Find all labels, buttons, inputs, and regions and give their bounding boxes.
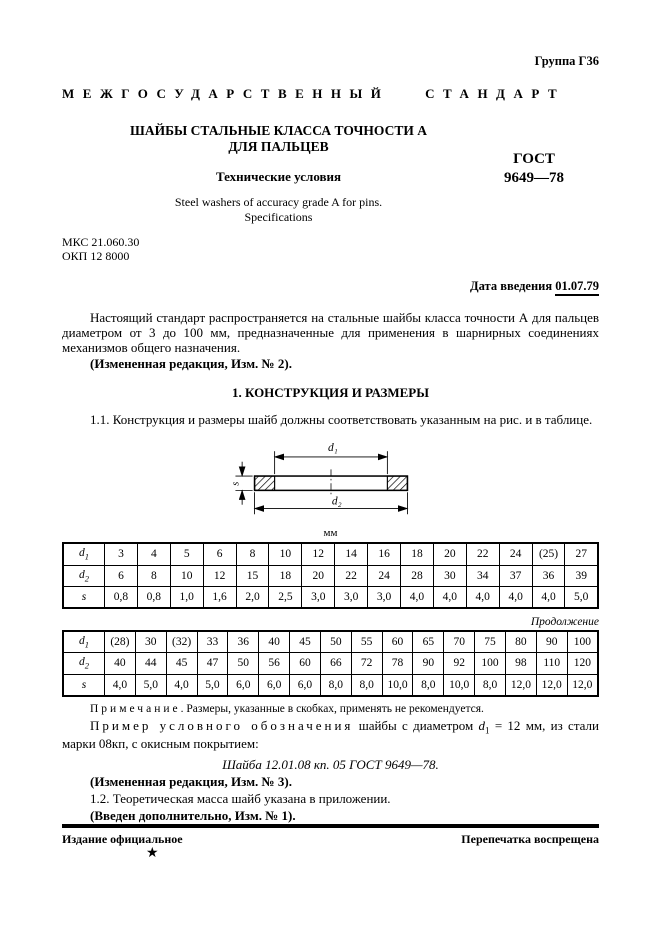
table-cell: 10,0	[444, 674, 475, 696]
reprint-prohibited-label: Перепечатка воспрещена	[461, 832, 599, 847]
table-cell: 6,0	[290, 674, 321, 696]
table-cell: 4,0	[466, 586, 499, 608]
table-cell: 22	[335, 565, 368, 586]
table-row	[63, 543, 598, 565]
table-cell: 4,0	[499, 586, 532, 608]
table-row	[63, 631, 598, 653]
table-cell: 12	[302, 543, 335, 565]
table-cell: 60	[382, 631, 413, 653]
note-text: . Размеры, указанные в скобках, применять не рекомендуется.	[180, 702, 484, 715]
table-cell: 47	[197, 653, 228, 674]
table-cell: 1,6	[203, 586, 236, 608]
table-cell: 10	[269, 543, 302, 565]
table-cell: 45	[166, 653, 197, 674]
dimensions-table-1	[62, 542, 599, 609]
table-cell: 27	[565, 543, 598, 565]
clause-1-2: 1.2. Теоретическая масса шайб указана в приложении.	[90, 791, 391, 807]
d1-label: d₁	[327, 442, 338, 455]
table-cell: 5,0	[197, 674, 228, 696]
table-cell: 70	[444, 631, 475, 653]
table-cell: 2,0	[236, 586, 269, 608]
page-content	[62, 0, 599, 936]
table-cell: 120	[567, 653, 598, 674]
table-cell: 12	[203, 565, 236, 586]
table-cell: 12,0	[536, 674, 567, 696]
table-cell: 10,0	[382, 674, 413, 696]
table-cell: 22	[466, 543, 499, 565]
table-cell: 6,0	[259, 674, 290, 696]
table-cell: 98	[505, 653, 536, 674]
table-cell: 5,0	[135, 674, 166, 696]
table-cell: 3,0	[335, 586, 368, 608]
table-cell: 55	[351, 631, 382, 653]
section-1-title: 1. КОНСТРУКЦИЯ И РАЗМЕРЫ	[231, 385, 430, 401]
classification-codes	[62, 235, 599, 264]
table-cell: 16	[368, 543, 401, 565]
clause-1-1: 1.1. Конструкция и размеры шайб должны соответствовать указанным на рис. и в таблице.	[90, 412, 593, 428]
units-label: мм	[323, 527, 338, 540]
table-cell: 18	[401, 543, 434, 565]
title-block	[62, 123, 599, 225]
washer-drawing	[225, 434, 437, 520]
table-cell: 8,0	[351, 674, 382, 696]
table-cell: 30	[433, 565, 466, 586]
table-cell: 8,0	[320, 674, 351, 696]
footer-rule	[62, 824, 599, 828]
designation-string: Шайба 12.01.08 кп. 05 ГОСТ 9649—78.	[222, 757, 439, 773]
table-cell: 24	[368, 565, 401, 586]
table-cell: 36	[228, 631, 259, 653]
table-cell: 66	[320, 653, 351, 674]
table-cell: 28	[401, 565, 434, 586]
table-cell: 3,0	[302, 586, 335, 608]
table-cell: 45	[290, 631, 321, 653]
table-cell: 5,0	[565, 586, 598, 608]
intro-paragraph: Настоящий стандарт распространяется на стальные шайбы класса точности А для пальцев диаметром от 3 до 100 мм, предназначенные для применения в шарнирных соединениях механизмов общего назначения.	[62, 309, 599, 356]
washer-figure	[62, 434, 599, 525]
table-cell: 65	[413, 631, 444, 653]
table-cell: 4,0	[532, 586, 565, 608]
table-cell: 8,0	[413, 674, 444, 696]
table-cell: 60	[290, 653, 321, 674]
table-cell: 0,8	[137, 586, 170, 608]
table-cell: 4,0	[105, 674, 136, 696]
table-cell: (25)	[532, 543, 565, 565]
table-cell: 78	[382, 653, 413, 674]
table-cell: (28)	[105, 631, 136, 653]
table-cell: 12,0	[505, 674, 536, 696]
date-value: 01.07.79	[555, 279, 599, 296]
continuation-label: Продолжение	[530, 615, 599, 628]
standard-number-line-2: 9649—78	[504, 169, 564, 186]
example-label: Пример условного обозначения	[90, 717, 354, 733]
example-d-subscript: 1	[485, 725, 490, 736]
page-footer	[62, 824, 599, 861]
table-cell: 15	[236, 565, 269, 586]
title-english	[88, 195, 469, 225]
introduction-date	[62, 279, 599, 294]
table-cell: 14	[335, 543, 368, 565]
table-cell: 33	[197, 631, 228, 653]
table-note	[62, 703, 599, 715]
table-cell: 24	[499, 543, 532, 565]
table-cell: 3,0	[368, 586, 401, 608]
table-cell: 56	[259, 653, 290, 674]
s-label: s	[229, 481, 241, 487]
table-cell: 6,0	[228, 674, 259, 696]
star-icon: ★	[146, 846, 159, 862]
row-label: $d_2$	[63, 565, 105, 586]
standard-number	[469, 123, 599, 225]
amendment-3: (Измененная редакция, Изм. № 3).	[90, 774, 292, 790]
table-cell: 39	[565, 565, 598, 586]
table-cell: 30	[135, 631, 166, 653]
okp-code: ОКП 12 8000	[62, 249, 130, 264]
table-cell: 18	[269, 565, 302, 586]
table-cell: 100	[475, 653, 506, 674]
table-cell: 72	[351, 653, 382, 674]
table-cell: 10	[170, 565, 203, 586]
table-cell: (32)	[166, 631, 197, 653]
addition-1: (Введен дополнительно, Изм. № 1).	[90, 808, 296, 824]
example-text-1: шайбы с диаметром	[353, 717, 479, 733]
row-label: $d_2$	[63, 653, 105, 674]
title-line-2: ДЛЯ ПАЛЬЦЕВ	[228, 139, 329, 155]
table-cell: 4	[137, 543, 170, 565]
table-cell: 4,0	[433, 586, 466, 608]
table-cell: 20	[302, 565, 335, 586]
dimensions-table-2	[62, 630, 599, 697]
table-cell: 40	[259, 631, 290, 653]
table-row	[63, 565, 598, 586]
footer-text-row	[62, 832, 599, 847]
table-cell: 12,0	[567, 674, 598, 696]
table-cell: 100	[567, 631, 598, 653]
table-cell: 6	[203, 543, 236, 565]
table-cell: 110	[536, 653, 567, 674]
row-label: $d_1$	[63, 631, 105, 653]
table-cell: 4,0	[166, 674, 197, 696]
table-cell: 6	[105, 565, 138, 586]
document-title	[88, 123, 469, 156]
table-cell: 8	[137, 565, 170, 586]
table-cell: 2,5	[269, 586, 302, 608]
standard-number-line-1: ГОСТ	[513, 151, 555, 167]
row-label: $d_1$	[63, 543, 105, 565]
title-left	[62, 123, 469, 225]
d2-label: d₂	[331, 496, 342, 509]
table-cell: 8	[236, 543, 269, 565]
amendment-2: (Измененная редакция, Изм. № 2).	[90, 356, 292, 372]
table-cell: 75	[475, 631, 506, 653]
table-cell: 0,8	[105, 586, 138, 608]
designation-example	[62, 718, 599, 752]
table-cell: 34	[466, 565, 499, 586]
washer-section-right	[387, 476, 407, 490]
table-cell: 90	[413, 653, 444, 674]
table-cell: 3	[105, 543, 138, 565]
table-row	[63, 586, 598, 608]
table-cell: 50	[228, 653, 259, 674]
table-cell: 50	[320, 631, 351, 653]
table-cell: 20	[433, 543, 466, 565]
table-cell: 44	[135, 653, 166, 674]
official-edition-label: Издание официальное	[62, 832, 183, 847]
table-cell: 36	[532, 565, 565, 586]
title-en-line-2: Specifications	[244, 209, 313, 224]
row-label: s	[63, 586, 105, 608]
table-cell: 8,0	[475, 674, 506, 696]
mks-code: МКС 21.060.30	[62, 234, 140, 249]
table-row	[63, 653, 598, 674]
title-en-line-1: Steel washers of accuracy grade A for pins.	[174, 194, 383, 209]
table-cell: 80	[505, 631, 536, 653]
table-cell: 40	[105, 653, 136, 674]
example-d-symbol: d	[478, 717, 486, 733]
table-cell: 4,0	[401, 586, 434, 608]
note-label: Примечание	[90, 702, 181, 715]
table-cell: 90	[536, 631, 567, 653]
standard-type-heading: МЕЖГОСУДАРСТВЕННЫЙ СТАНДАРТ	[62, 86, 566, 101]
washer-section-left	[254, 476, 274, 490]
example-text-2: = 12 мм, из стали марки 08кп, с окисным покрытием:	[62, 717, 599, 751]
subtitle: Технические условия	[215, 168, 342, 184]
table-cell: 5	[170, 543, 203, 565]
table-cell: 1,0	[170, 586, 203, 608]
group-label: Группа Г36	[534, 54, 599, 68]
table-cell: 92	[444, 653, 475, 674]
table-cell: 37	[499, 565, 532, 586]
date-label: Дата введения	[470, 278, 556, 293]
row-label: s	[63, 674, 105, 696]
table-row	[63, 674, 598, 696]
title-line-1: ШАЙБЫ СТАЛЬНЫЕ КЛАССА ТОЧНОСТИ А	[130, 123, 427, 138]
